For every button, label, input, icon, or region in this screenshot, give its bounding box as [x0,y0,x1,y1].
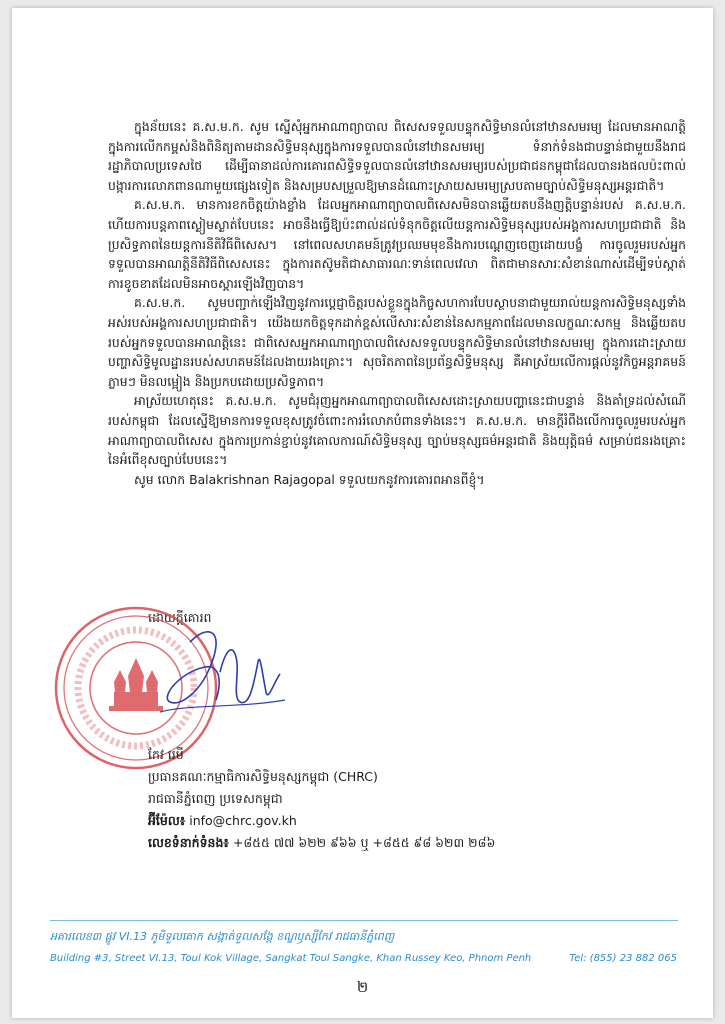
page-number: ២ [356,978,369,996]
signer-title: ប្រធានគណៈកម្មាធិការសិទ្ធិមនុស្សកម្ពុជា (CHRC) [148,769,378,784]
closing-salutation: ដោយក្តីគោរព [148,610,212,625]
paragraph-5: សូម លោក Balakrishnan Rajagopal ទទួលយកនូវការគោរពអានពីខ្ញុំ។ [134,471,485,487]
signer-city: រាជធានីភ្នំពេញ ប្រទេសកម្ពុជា [148,791,283,806]
footer-divider [50,920,678,921]
footer-telephone: Tel: (855) 23 882 065 [569,953,677,964]
email-line [148,810,495,832]
phone-value: +៨៥៥ ៧៧ ៦២២ ៩៦៦ ឬ +៨៥៥ ៩៨ ៦២៣ ២៨៦ [232,835,496,850]
signer-name: កែវ រេមី [148,747,184,762]
phone-line [148,832,495,854]
paragraph-3: គ.ស.ម.ក. សូមបញ្ជាក់ឡើងវិញនូវការប្តេជ្ញាចិត្តរបស់ខ្លួនក្នុងកិច្ចសហការបែបស្ថាបនាជាមួយរាល់យន្តការសិទ្ធិមនុស្សទាំងអស់របស់អង្គការសហប្រជាជាតិ។ យើងយកចិត្តទុកដាក់ខ្ពស់លើសារៈសំខាន់នៃសកម្មភាពដែលមានលក្ខណៈសកម្ម និងឆ្លើយតប របស់អ្នកទទួលបានអាណត្តិនេះ ជាពិសេសអ្នកអាណាព្យាបាលពិសេសទទួលបន្ទុកសិទ្ធិមានលំនៅឋានសមរម្យ ក្នុងការដោះស្រាយបញ្ហាសិទ្ធិមូលដ្ឋានរបស់សហគមន៍ដែលងាយរងគ្រោះ។ សុចរិតភាពនៃប្រព័ន្ធសិទ្ធិមនុស្ស គឺអាស្រ័យលើការផ្តល់នូវកិច្ចអន្តរាគមន៍ភ្លាមៗ មិនលម្អៀង និងប្រកបដោយប្រសិទ្ធភាព។ [108,295,686,389]
paragraph-2: គ.ស.ម.ក. មានការខកចិត្តយ៉ាងខ្លាំង ដែលអ្នកអាណាព្យាបាលពិសេសមិនបានឆ្លើយតបនឹងញត្តិបន្ទាន់របស់ គ.ស.ម.ក. ហើយការបន្តភាពស្ងៀមស្ងាត់បែបនេះ អាចនឹងធ្វើឱ្យប៉ះពាល់ដល់ទំនុកចិត្តលើយន្តការសិទ្ធិមនុស្សរបស់អង្គការសហប្រជាជាតិ និងប្រសិទ្ធភាពនៃយន្តការនីតិវិធីពិសេស។ នៅពេលសហគមន៍ត្រូវប្រឈមមុខនឹងការបណ្តេញចេញដោយបង្ខំ ការចូលរួមរបស់អ្នកទទួលបានអាណត្តិនីតិវិធីពិសេសនេះ ក្នុងការតស៊ូមតិជាសាធារណៈទាន់ពេលវេលា ពិតជាមានសារៈសំខាន់ណាស់ដើម្បីទប់ស្កាត់ការខូចខាតដែលមិនអាចស្តារឡើងវិញបាន។ [108,197,686,291]
letter-body [108,117,686,489]
footer-address-english: Building #3, Street VI.13, Toul Kok Village, Sangkat Toul Sangke, Khan Russey Keo, Phnom Penh [50,953,532,964]
email-label: អ៊ីម៉ែល៖ [148,813,186,828]
paragraph-4: អាស្រ័យហេតុនេះ គ.ស.ម.ក. សូមជំរុញអ្នកអាណាព្យាបាលពិសេសដោះស្រាយបញ្ហានេះជាបន្ទាន់ និងគាំទ្រដល់សំណើរបស់កម្ពុជា ដែលស្នើឱ្យមានការទទួលខុសត្រូវចំពោះការរំលោភបំពានទាំងនេះ។ គ.ស.ម.ក. មានក្តីរំពឹងលើការចូលរួមរបស់អ្នកអាណាព្យាបាលពិសេស ក្នុងការប្រកាន់ខ្ជាប់នូវគោលការណ៍សិទ្ធិមនុស្ស ច្បាប់មនុស្សធម៌អន្តរជាតិ និងយុត្តិធម៌ សម្រាប់ជនរងគ្រោះនៃអំពើខុសច្បាប់បែបនេះ។ [108,393,686,468]
signature-block [148,744,495,854]
email-value: info@chrc.gov.kh [189,813,297,828]
paragraph-1: ក្នុងន័យនេះ គ.ស.ម.ក. សូម ស្នើសុំអ្នកអាណាព្យាបាល ពិសេសទទួលបន្ទុកសិទ្ធិមានលំនៅឋានសមរម្យ ដែលមានអាណត្តិក្នុងការលើកកម្ពស់និងពិនិត្យតាមដានសិទ្ធិមនុស្សក្នុងការទទួលបានលំនៅឋានសមរម្យ ទំនាក់ទំនងជាបន្ទាន់ជាមួយនឹងរាជរដ្ឋាភិបាលប្រទេសថៃ ដើម្បីធានាដល់ការគោរពសិទ្ធិទទួលបានលំនៅឋានសមរម្យរបស់ប្រជាជនកម្ពុជាដែលបានរងផលប៉ះពាល់ បង្ការការលោភពានណាមួយផ្សេងទៀត និងសម្របសម្រួលឱ្យមានដំណោះស្រាយសមរម្យស្របតាមច្បាប់សិទ្ធិមនុស្សអន្តរជាតិ។ [108,119,686,193]
handwritten-signature-icon [150,612,290,722]
footer-address-khmer: អគារលេខ៣ ផ្លូវ VI.13 ភូមិទួលគោក សង្កាត់ទួលសង្កែ ខណ្ឌឫស្សីកែវ រាជធានីភ្នំពេញ [50,930,395,943]
phone-label: លេខទំនាក់ទំនង៖ [148,835,229,850]
